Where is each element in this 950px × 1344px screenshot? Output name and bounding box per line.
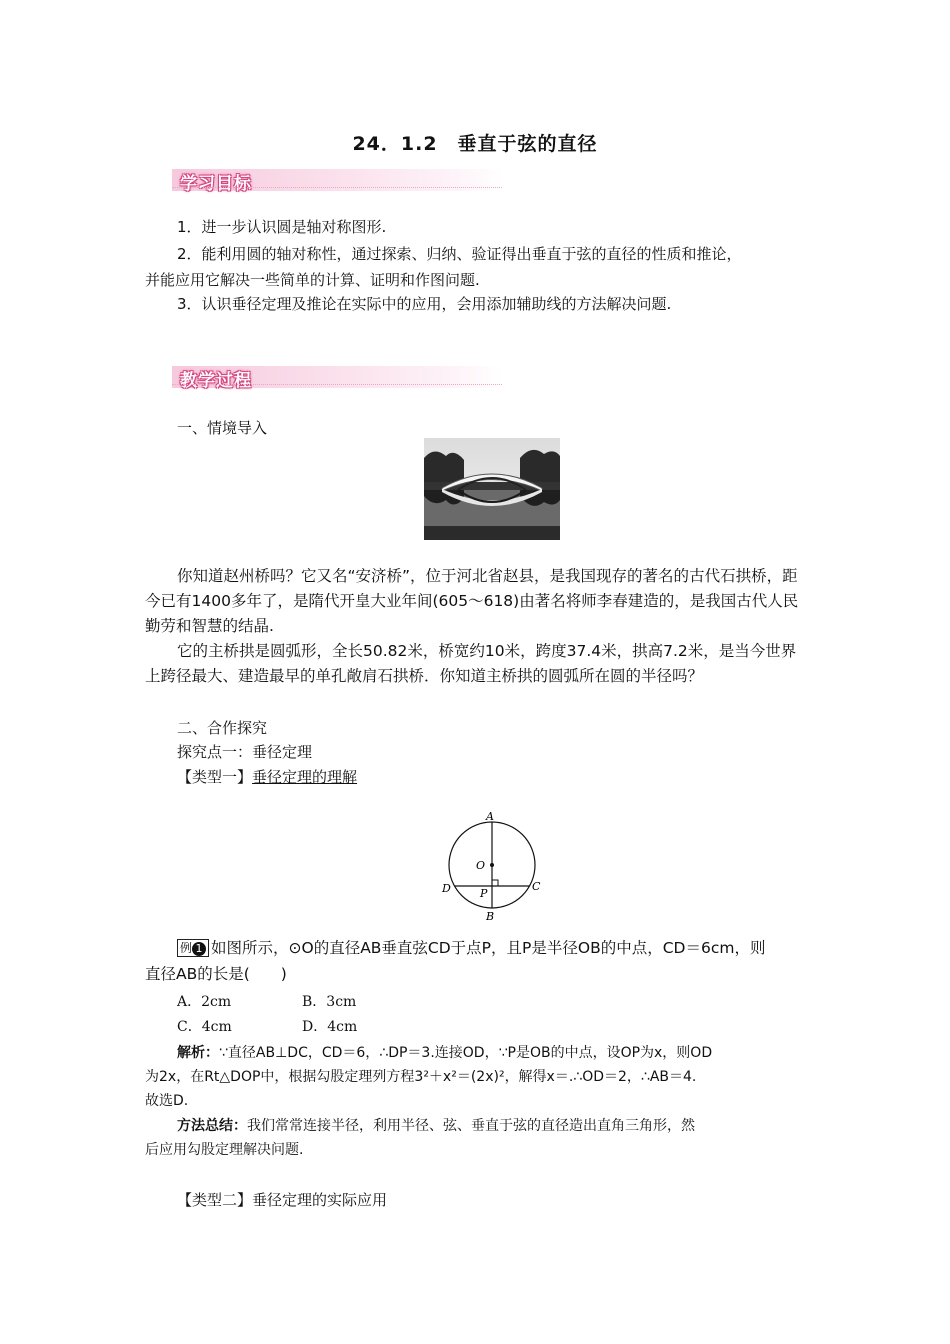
type-heading (177, 767, 357, 787)
option-b: B．3cm (302, 994, 357, 1010)
label-p: P (480, 887, 488, 900)
label-o: O (476, 859, 486, 872)
analysis-line: 故选D. (145, 1093, 189, 1109)
banner-process-label: 教学过程 (180, 371, 252, 391)
goal-item: 1．进一步认识圆是轴对称图形. (177, 218, 387, 236)
option-a: A．2cm (177, 994, 232, 1010)
analysis-line: 为2x，在Rt△DOP中，根据勾股定理列方程3²＋x²＝(2x)²，解得x＝.∴OD＝2，∴AB＝4. (145, 1069, 697, 1085)
analysis-text: ∵直径AB⊥DC，CD＝6，∴DP＝3.连接OD，∵P是OB的中点，设OP为x，则OD (219, 1045, 713, 1061)
goal-item: 3．认识垂径定理及推论在实际中的应用，会用添加辅助线的方法解决问题. (177, 295, 672, 313)
example-line (177, 937, 765, 959)
method-line: 后应用勾股定理解决问题. (145, 1142, 304, 1158)
method-text: 我们常常连接半径，利用半径、弦、垂直于弦的直径造出直角三角形，然 (247, 1118, 695, 1134)
label-c: C (532, 880, 541, 893)
circle-diagram (440, 810, 550, 925)
type-label: 【类型一】 (177, 768, 253, 786)
goal-item: 2．能利用圆的轴对称性，通过探索、归纳、验证得出垂直于弦的直径的性质和推论， (177, 245, 742, 263)
label-a: A (486, 810, 494, 823)
section-heading: 一、情境导入 (177, 419, 268, 437)
example-badge: 例 1 (177, 939, 209, 957)
intro-paragraph: 它的主桥拱是圆弧形，全长50.82米，桥宽约10米，跨度37.4米，拱高7.2米，是当今世界上跨径最大、建造最早的单孔敞肩石拱桥．你知道主桥拱的圆弧所在圆的半径吗？ (145, 642, 797, 685)
label-b: B (486, 910, 495, 923)
method-line (177, 1115, 695, 1137)
label-d: D (442, 882, 451, 895)
banner-goals-label: 学习目标 (180, 174, 252, 194)
intro-paragraph: 你知道赵州桥吗？它又名“安济桥”，位于河北省赵县，是我国现存的著名的古代石拱桥，距今已有1400多年了，是隋代开皇大业年间(605～618)由著名将师李春建造的，是我国古代人民勤劳和智慧的结晶. (145, 567, 799, 635)
section-banner-process (172, 366, 502, 391)
goal-item: 并能应用它解决一些简单的计算、证明和作图问题. (145, 271, 480, 289)
bridge-photo (424, 438, 560, 540)
type-title: 垂径定理的理解 (252, 768, 358, 786)
analysis-label: 解析： (177, 1045, 219, 1061)
example-line: 直径AB的长是( ) (145, 965, 287, 983)
section-heading: 二、合作探究 (177, 719, 268, 737)
center-point (490, 863, 494, 867)
option-c: C．4cm (177, 1019, 232, 1035)
type-heading: 【类型二】垂径定理的实际应用 (177, 1191, 388, 1209)
analysis-line (177, 1042, 712, 1064)
page-title: 24．1.2 垂直于弦的直径 (352, 133, 598, 155)
method-label: 方法总结： (177, 1118, 247, 1134)
option-d: D．4cm (302, 1019, 358, 1035)
section-banner-goals (172, 169, 502, 194)
right-angle-mark (492, 880, 498, 886)
example-text: 如图所示，⊙O的直径AB垂直弦CD于点P，且P是半径OB的中点，CD＝6cm，则 (211, 939, 766, 957)
explore-point: 探究点一：垂径定理 (177, 743, 313, 761)
